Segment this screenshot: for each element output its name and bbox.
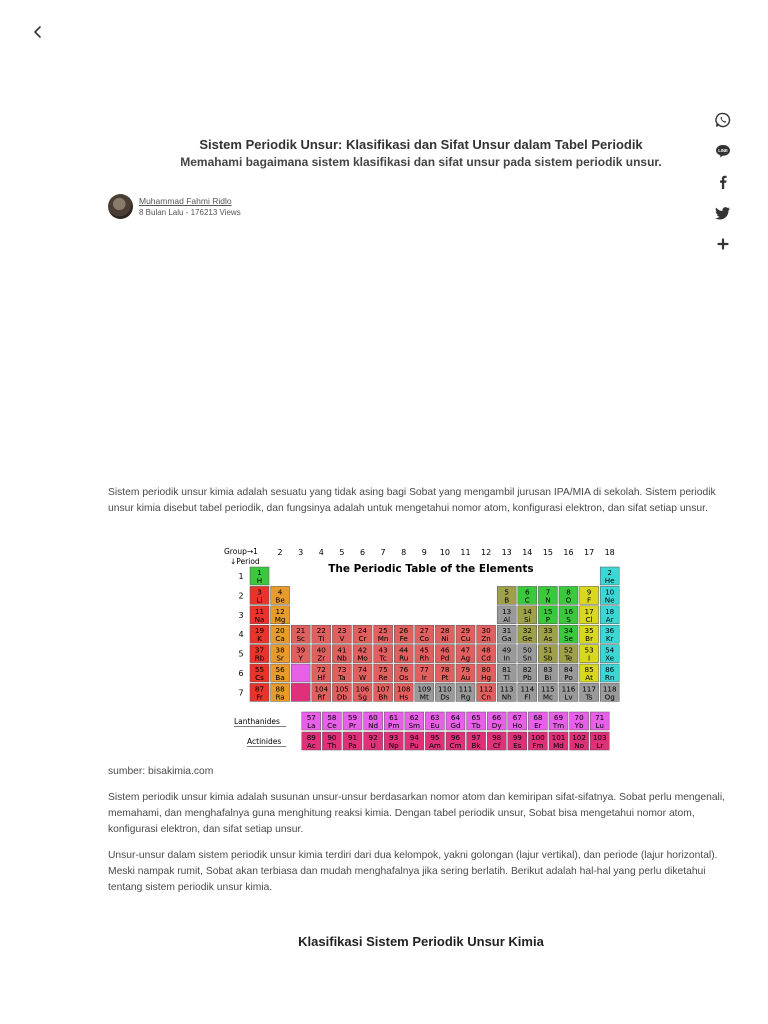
element-symbol: Pd bbox=[440, 653, 450, 663]
element-symbol: Sb bbox=[543, 653, 553, 663]
element-symbol: Np bbox=[388, 741, 399, 750]
element-number: 37 bbox=[254, 645, 265, 655]
element-number: 52 bbox=[563, 645, 574, 655]
element-symbol: Ga bbox=[501, 634, 512, 644]
element-symbol: Be bbox=[275, 595, 285, 605]
element-number: 98 bbox=[492, 733, 502, 742]
element-number: 47 bbox=[460, 645, 471, 655]
element-symbol: Cs bbox=[255, 673, 264, 682]
element-symbol: Sc bbox=[296, 634, 305, 644]
element-symbol: Ts bbox=[585, 692, 593, 702]
element-number: 109 bbox=[417, 684, 432, 694]
element-number: 57 bbox=[306, 713, 316, 722]
element-symbol: Kr bbox=[605, 634, 614, 644]
element-symbol: Ti bbox=[318, 634, 325, 644]
element-symbol: Hg bbox=[481, 673, 492, 682]
element-symbol: Mc bbox=[542, 692, 553, 702]
element-symbol: Og bbox=[604, 692, 615, 702]
group-axis-label: Group→1 bbox=[224, 547, 258, 556]
element-number: 14 bbox=[522, 606, 532, 616]
element-symbol: Ar bbox=[605, 614, 614, 624]
article-meta: 8 Bulan Lalu - 176213 Views bbox=[139, 207, 241, 217]
group-number-label: 8 bbox=[401, 548, 407, 557]
element-symbol: K bbox=[257, 634, 262, 644]
element-symbol: Mn bbox=[377, 634, 389, 644]
element-number: 110 bbox=[438, 684, 452, 694]
element-number: 44 bbox=[399, 645, 409, 655]
element-symbol: Cu bbox=[460, 634, 471, 644]
period-number-label: 4 bbox=[238, 630, 244, 640]
element-number: 68 bbox=[533, 713, 543, 722]
element-symbol: Bk bbox=[471, 741, 481, 750]
element-number: 36 bbox=[605, 626, 615, 636]
element-number: 2 bbox=[607, 568, 612, 577]
element-number: 34 bbox=[563, 626, 574, 636]
element-symbol: Lu bbox=[595, 721, 604, 730]
period-number-label: 5 bbox=[238, 649, 244, 659]
element-number: 82 bbox=[522, 665, 532, 674]
element-symbol: Rf bbox=[317, 692, 326, 702]
element-number: 73 bbox=[337, 665, 347, 674]
element-number: 20 bbox=[275, 626, 285, 636]
share-twitter-button[interactable] bbox=[711, 201, 735, 225]
element-symbol: Po bbox=[564, 673, 573, 682]
element-number: 61 bbox=[389, 713, 399, 722]
element-number: 13 bbox=[502, 606, 512, 616]
element-number: 118 bbox=[602, 684, 617, 694]
element-number: 49 bbox=[502, 645, 512, 655]
element-number: 89 bbox=[306, 733, 316, 742]
element-number: 97 bbox=[471, 733, 481, 742]
element-symbol: Db bbox=[336, 692, 347, 702]
element-number: 8 bbox=[566, 587, 571, 597]
element-number: 60 bbox=[368, 713, 378, 722]
element-symbol: C bbox=[524, 595, 530, 605]
element-number: 99 bbox=[512, 733, 522, 742]
element-symbol: Ag bbox=[460, 653, 471, 663]
element-symbol: Fm bbox=[532, 741, 544, 750]
element-symbol: Cm bbox=[449, 741, 462, 750]
element-number: 5 bbox=[504, 587, 509, 597]
element-number: 111 bbox=[458, 684, 473, 694]
element-symbol: Se bbox=[564, 634, 573, 644]
element-symbol: Sn bbox=[522, 653, 532, 663]
period-axis-label: ↓Period bbox=[230, 557, 260, 566]
element-symbol: W bbox=[358, 673, 367, 682]
group-number-label: 7 bbox=[380, 548, 386, 557]
twitter-icon bbox=[715, 205, 731, 221]
element-number: 46 bbox=[440, 645, 450, 655]
element-symbol: O bbox=[565, 595, 572, 605]
element-number: 116 bbox=[561, 684, 576, 694]
element-number: 18 bbox=[605, 606, 615, 616]
element-number: 72 bbox=[316, 665, 326, 674]
element-number: 74 bbox=[357, 665, 368, 674]
element-number: 27 bbox=[419, 626, 429, 636]
element-number: 101 bbox=[551, 733, 566, 742]
element-symbol: Tm bbox=[552, 721, 565, 730]
article-title: Sistem Periodik Unsur: Klasifikasi dan Sifat Unsur dalam Tabel Periodik bbox=[199, 137, 643, 152]
element-symbol: Re bbox=[378, 673, 388, 682]
article-paragraph-2: Sistem periodik unsur kimia adalah susunan unsur-unsur berdasarkan nomor atom dan kemiripan sifat-sifatnya. Sobat perlu mengenali, memahami, dan menghafalnya guna menghitung reaksi kimia. Dengan tabel periodik unsur, Sobat bisa mengetahui nomor atom, konfigurasi elektron, dan sifat setiap unsur. bbox=[108, 792, 725, 835]
element-symbol: Te bbox=[564, 653, 573, 663]
element-symbol: Os bbox=[398, 673, 409, 682]
element-number: 17 bbox=[584, 606, 594, 616]
element-number: 64 bbox=[450, 713, 461, 722]
element-symbol: Hs bbox=[399, 692, 409, 702]
element-symbol: P bbox=[545, 614, 551, 624]
element-number: 12 bbox=[275, 606, 285, 616]
series-placeholder-cell bbox=[291, 683, 310, 701]
element-number: 117 bbox=[582, 684, 596, 694]
element-number: 95 bbox=[430, 733, 440, 742]
group-number-label: 3 bbox=[298, 548, 304, 557]
element-number: 42 bbox=[357, 645, 368, 655]
element-number: 4 bbox=[277, 587, 283, 597]
element-symbol: Rg bbox=[460, 692, 471, 702]
element-symbol: Nh bbox=[501, 692, 512, 702]
group-number-label: 11 bbox=[460, 548, 471, 557]
element-number: 85 bbox=[584, 665, 594, 674]
element-symbol: No bbox=[574, 741, 584, 750]
avatar[interactable] bbox=[108, 194, 133, 219]
element-number: 112 bbox=[479, 684, 493, 694]
share-more-button[interactable] bbox=[711, 232, 735, 256]
group-number-label: 16 bbox=[563, 548, 574, 557]
element-number: 79 bbox=[460, 665, 471, 674]
period-number-label: 2 bbox=[238, 591, 244, 601]
element-number: 65 bbox=[471, 713, 481, 722]
element-symbol: Er bbox=[534, 721, 542, 730]
element-number: 6 bbox=[525, 587, 530, 597]
element-number: 94 bbox=[409, 733, 419, 742]
element-number: 80 bbox=[481, 665, 491, 674]
element-number: 58 bbox=[327, 713, 337, 722]
element-number: 1 bbox=[257, 568, 262, 577]
element-number: 39 bbox=[296, 645, 306, 655]
element-symbol: Cf bbox=[492, 741, 501, 750]
element-symbol: Pr bbox=[348, 721, 357, 730]
element-number: 29 bbox=[460, 626, 471, 636]
whatsapp-icon bbox=[715, 112, 731, 128]
group-number-label: 4 bbox=[318, 548, 324, 557]
element-symbol: U bbox=[370, 741, 376, 750]
element-symbol: Bh bbox=[378, 692, 388, 702]
element-number: 19 bbox=[254, 626, 265, 636]
element-symbol: Li bbox=[256, 595, 263, 605]
element-symbol: Fe bbox=[399, 634, 408, 644]
element-number: 30 bbox=[481, 626, 491, 636]
element-symbol: Ds bbox=[440, 692, 450, 702]
element-number: 15 bbox=[543, 606, 553, 616]
element-number: 114 bbox=[520, 684, 535, 694]
element-symbol: Zn bbox=[481, 634, 491, 644]
element-symbol: Zr bbox=[317, 653, 326, 663]
element-symbol: He bbox=[604, 576, 615, 585]
element-symbol: Eu bbox=[430, 721, 440, 730]
element-symbol: Na bbox=[254, 614, 265, 624]
element-number: 32 bbox=[522, 626, 532, 636]
element-number: 7 bbox=[545, 587, 551, 597]
element-number: 10 bbox=[605, 587, 615, 597]
element-symbol: Cd bbox=[481, 653, 491, 663]
element-symbol: Es bbox=[513, 741, 522, 750]
image-source-caption: sumber: bisakimia.com bbox=[108, 766, 214, 777]
group-number-label: 2 bbox=[277, 548, 283, 557]
element-number: 48 bbox=[481, 645, 491, 655]
element-number: 56 bbox=[275, 665, 285, 674]
element-number: 26 bbox=[399, 626, 409, 636]
element-number: 62 bbox=[409, 713, 419, 722]
element-number: 3 bbox=[257, 587, 262, 597]
element-symbol: Cr bbox=[358, 634, 367, 644]
element-symbol: Gd bbox=[450, 721, 461, 730]
element-symbol: Ta bbox=[338, 673, 346, 682]
element-number: 24 bbox=[357, 626, 368, 636]
element-number: 23 bbox=[337, 626, 347, 636]
element-number: 28 bbox=[440, 626, 450, 636]
element-symbol: Ac bbox=[306, 741, 316, 750]
element-symbol: V bbox=[339, 634, 345, 644]
element-symbol: Ca bbox=[275, 634, 285, 644]
element-symbol: Yb bbox=[574, 721, 584, 730]
group-number-label: 5 bbox=[339, 548, 345, 557]
element-number: 103 bbox=[592, 733, 607, 742]
element-number: 9 bbox=[586, 587, 592, 597]
element-number: 115 bbox=[541, 684, 555, 694]
chevron-left-icon bbox=[28, 22, 48, 42]
element-number: 69 bbox=[553, 713, 564, 722]
element-symbol: Dy bbox=[491, 721, 502, 730]
element-symbol: Tb bbox=[471, 721, 481, 730]
element-number: 100 bbox=[531, 733, 545, 742]
element-symbol: I bbox=[588, 653, 591, 663]
element-number: 81 bbox=[502, 665, 512, 674]
element-number: 83 bbox=[543, 665, 553, 674]
element-symbol: B bbox=[504, 595, 510, 605]
element-symbol: Pu bbox=[409, 741, 419, 750]
period-number-label: 1 bbox=[238, 572, 244, 581]
element-symbol: Ir bbox=[421, 673, 427, 682]
element-number: 67 bbox=[512, 713, 522, 722]
element-symbol: Hf bbox=[317, 673, 326, 682]
element-number: 75 bbox=[378, 665, 388, 674]
element-number: 51 bbox=[543, 645, 553, 655]
element-number: 102 bbox=[572, 733, 586, 742]
element-symbol: Xe bbox=[605, 653, 615, 663]
group-number-label: 15 bbox=[542, 548, 553, 557]
element-symbol: Nb bbox=[336, 653, 347, 663]
element-symbol: La bbox=[307, 721, 316, 730]
element-number: 70 bbox=[574, 713, 584, 722]
element-symbol: Ne bbox=[604, 595, 615, 605]
element-number: 59 bbox=[347, 713, 358, 722]
element-symbol: Ba bbox=[275, 673, 285, 682]
element-symbol: Th bbox=[327, 741, 337, 750]
element-number: 31 bbox=[502, 626, 512, 636]
element-number: 106 bbox=[355, 684, 370, 694]
facebook-icon bbox=[715, 174, 731, 190]
element-symbol: Mg bbox=[274, 614, 286, 624]
element-symbol: Mo bbox=[357, 653, 368, 663]
element-symbol: Pm bbox=[388, 721, 400, 730]
element-symbol: Ce bbox=[327, 721, 337, 730]
series-placeholder-cell bbox=[291, 664, 310, 682]
element-symbol: Si bbox=[524, 614, 531, 624]
element-symbol: Al bbox=[503, 614, 511, 624]
element-symbol: Sg bbox=[357, 692, 368, 702]
element-symbol: Sm bbox=[408, 721, 421, 730]
element-number: 35 bbox=[584, 626, 594, 636]
element-number: 21 bbox=[296, 626, 306, 636]
article-paragraph-3: Unsur-unsur dalam sistem periodik unsur kimia terdiri dari dua kelompok, yakni golongan (lajur vertikal), dan periode (lajur horizontal). Meski nampak rumit, Sobat akan terbiasa dan mudah menghafalnya jika sering berlatih. Berikut adalah hal-hal yang perlu diketahui tentang sistem periodik unsur kimia. bbox=[108, 850, 718, 893]
element-symbol: Ge bbox=[522, 634, 533, 644]
element-symbol: Fr bbox=[256, 692, 263, 702]
group-number-label: 10 bbox=[439, 548, 450, 557]
element-symbol: Pb bbox=[522, 673, 532, 682]
element-number: 88 bbox=[275, 684, 285, 694]
element-number: 76 bbox=[399, 665, 409, 674]
back-button[interactable] bbox=[28, 22, 48, 42]
element-number: 78 bbox=[440, 665, 450, 674]
element-symbol: Rh bbox=[419, 653, 430, 663]
share-facebook-button[interactable] bbox=[711, 170, 735, 194]
group-number-label: 14 bbox=[522, 548, 533, 557]
element-symbol: Rb bbox=[254, 653, 265, 663]
element-number: 93 bbox=[389, 733, 399, 742]
group-number-label: 18 bbox=[604, 548, 615, 557]
element-symbol: Ra bbox=[275, 692, 285, 702]
element-number: 66 bbox=[492, 713, 502, 722]
element-number: 33 bbox=[543, 626, 553, 636]
element-symbol: F bbox=[587, 595, 592, 605]
element-number: 11 bbox=[254, 606, 265, 616]
element-symbol: Lv bbox=[564, 692, 573, 702]
element-symbol: Lr bbox=[596, 741, 604, 750]
group-number-label: 12 bbox=[481, 548, 492, 557]
element-symbol: Ho bbox=[512, 721, 523, 730]
element-symbol: Ru bbox=[399, 653, 409, 663]
element-symbol: Rn bbox=[604, 673, 615, 682]
share-bar bbox=[711, 108, 735, 263]
element-symbol: Cn bbox=[481, 692, 491, 702]
element-number: 87 bbox=[254, 684, 265, 694]
element-number: 25 bbox=[378, 626, 388, 636]
element-symbol: Fl bbox=[524, 692, 531, 702]
element-number: 53 bbox=[584, 645, 594, 655]
element-number: 84 bbox=[563, 665, 574, 674]
element-symbol: Ni bbox=[441, 634, 449, 644]
lanthanides-label: Lanthanides bbox=[234, 717, 280, 726]
element-symbol: Br bbox=[585, 634, 594, 644]
element-number: 40 bbox=[316, 645, 326, 655]
element-symbol: H bbox=[256, 576, 263, 585]
element-number: 92 bbox=[368, 733, 378, 742]
element-number: 90 bbox=[327, 733, 337, 742]
element-symbol: Am bbox=[428, 741, 441, 750]
element-number: 71 bbox=[595, 713, 605, 722]
plus-icon bbox=[715, 236, 731, 252]
period-number-label: 3 bbox=[238, 610, 244, 620]
element-symbol: Mt bbox=[419, 692, 429, 702]
element-symbol: Au bbox=[460, 673, 471, 682]
element-number: 50 bbox=[522, 645, 532, 655]
line-icon-text: LINE bbox=[718, 148, 728, 154]
element-number: 45 bbox=[419, 645, 429, 655]
element-symbol: Bi bbox=[544, 673, 552, 682]
group-number-label: 6 bbox=[359, 548, 366, 557]
element-number: 41 bbox=[337, 645, 347, 655]
element-number: 77 bbox=[419, 665, 429, 674]
element-number: 105 bbox=[335, 684, 349, 694]
element-number: 38 bbox=[275, 645, 285, 655]
group-number-label: 9 bbox=[421, 548, 427, 557]
group-number-label: 13 bbox=[501, 548, 512, 557]
share-whatsapp-button[interactable] bbox=[711, 108, 735, 132]
actinides-label: Actinides bbox=[247, 737, 282, 746]
element-symbol: Pt bbox=[441, 673, 449, 682]
article-paragraph-1: Sistem periodik unsur kimia adalah sesuatu yang tidak asing bagi Sobat yang mengambil jurusan IPA/MIA di sekolah. Sistem periodik unsur kimia disebut tabel periodik, dan fungsinya adalah untuk mengetahui nomor atom, konfigurasi elektron, dan sifat setiap unsur. bbox=[108, 487, 716, 514]
element-number: 113 bbox=[499, 684, 514, 694]
article-subtitle: Memahami bagaimana sistem klasifikasi dan sifat unsur pada sistem periodik unsur. bbox=[180, 155, 662, 169]
element-symbol: At bbox=[585, 673, 593, 682]
period-number-label: 7 bbox=[238, 688, 244, 698]
element-symbol: As bbox=[543, 634, 553, 644]
periodic-table-title: The Periodic Table of the Elements bbox=[328, 563, 534, 575]
element-number: 104 bbox=[314, 684, 329, 694]
element-symbol: Sr bbox=[276, 653, 284, 663]
element-symbol: In bbox=[503, 653, 511, 663]
element-number: 108 bbox=[396, 684, 411, 694]
element-symbol: N bbox=[545, 595, 551, 605]
element-number: 63 bbox=[430, 713, 440, 722]
element-symbol: Pa bbox=[348, 741, 357, 750]
element-symbol: Cl bbox=[585, 614, 593, 624]
period-number-label: 6 bbox=[238, 669, 244, 678]
element-symbol: Co bbox=[419, 634, 430, 644]
author-name-link[interactable]: Muhammad Fahmi Ridlo bbox=[139, 195, 232, 206]
element-number: 16 bbox=[563, 606, 574, 616]
element-symbol: Tl bbox=[503, 673, 510, 682]
element-symbol: Y bbox=[298, 653, 303, 663]
element-symbol: Md bbox=[553, 741, 564, 750]
element-number: 86 bbox=[605, 665, 615, 674]
element-symbol: S bbox=[566, 614, 571, 624]
element-number: 91 bbox=[347, 733, 358, 742]
author-block bbox=[108, 194, 241, 219]
group-number-label: 17 bbox=[584, 548, 595, 557]
element-number: 54 bbox=[605, 645, 615, 655]
element-symbol: Tc bbox=[379, 653, 387, 663]
section-heading: Klasifikasi Sistem Periodik Unsur Kimia bbox=[298, 934, 544, 949]
element-number: 96 bbox=[450, 733, 461, 742]
element-number: 43 bbox=[378, 645, 388, 655]
periodic-table-image bbox=[220, 545, 620, 757]
element-number: 22 bbox=[316, 626, 326, 636]
element-number: 55 bbox=[254, 665, 265, 674]
element-symbol: Nd bbox=[368, 721, 379, 730]
element-number: 107 bbox=[376, 684, 390, 694]
